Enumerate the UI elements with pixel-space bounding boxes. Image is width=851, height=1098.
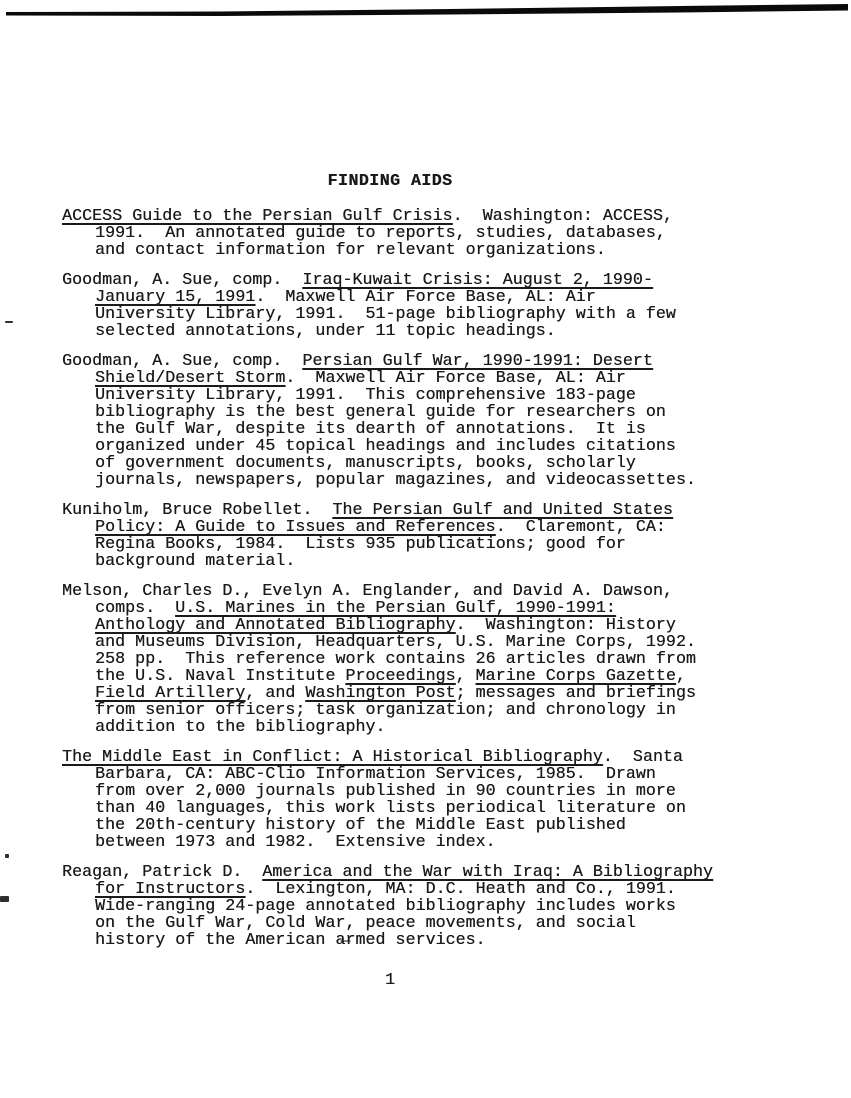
entry-text: from senior officers; task organization; and chronology in (95, 701, 676, 720)
entry-text: selected annotations, under 11 topic headings. (95, 322, 556, 341)
entry-text: background material. (95, 552, 296, 571)
bibliography-entry (62, 502, 718, 570)
underlined-work-title: Proceedings (345, 667, 456, 686)
underlined-work-title: Washington Post (305, 684, 456, 703)
entry-text: than 40 languages, this work lists periodical literature on (95, 799, 686, 818)
entry-text: Goodman, A. Sue, comp. (62, 352, 303, 371)
entry-text: history of the American a̶rmed services. (95, 931, 486, 950)
entry-text: . Maxwell Air Force Base, AL: Air (255, 288, 596, 307)
entry-line (95, 719, 718, 736)
entry-line (95, 387, 718, 404)
entry-text: 258 pp. This reference work contains 26 articles drawn from (95, 650, 696, 669)
bibliography-entry (62, 353, 718, 489)
entry-text: 1991. An annotated guide to reports, studies, databases, (95, 224, 666, 243)
entry-line (95, 817, 718, 834)
page-number: 1 (384, 971, 395, 990)
entry-text: , (675, 667, 686, 686)
entry-text: . Claremont, CA: (495, 518, 666, 537)
underlined-work-title: Iraq-Kuwait Crisis: August 2, 1990- (302, 271, 653, 290)
entry-text: Barbara, CA: ABC-Clio Information Services, 1985. Drawn (95, 765, 656, 784)
entry-line (95, 536, 718, 553)
entry-line (95, 600, 718, 617)
entry-line (62, 583, 718, 600)
underlined-work-title: ACCESS Guide to the Persian Gulf Crisis (62, 207, 453, 226)
entry-text: Reagan, Patrick D. (62, 863, 263, 882)
entry-text: the 20th-century history of the Middle East published (95, 816, 626, 835)
entry-line (95, 289, 718, 306)
entry-text: and contact information for relevant organizations. (95, 241, 606, 260)
entry-text: . Lexington, MA: D.C. Heath and Co., 1991. (245, 880, 676, 899)
entry-text: bibliography is the best general guide for researchers on (95, 403, 666, 422)
entry-line (95, 800, 718, 817)
document-body (62, 0, 718, 989)
entry-line (95, 323, 718, 340)
scan-speck (0, 896, 9, 902)
entry-line (62, 502, 718, 519)
entry-line (95, 404, 718, 421)
underlined-work-title: Persian Gulf War, 1990-1991: Desert (302, 352, 653, 371)
underlined-work-title: for Instructors (95, 880, 246, 899)
entry-line (95, 370, 718, 387)
bibliography-entry (62, 272, 718, 340)
entry-text: Melson, Charles D., Evelyn A. Englander, and David A. Dawson, (62, 582, 673, 601)
entry-line (95, 834, 718, 851)
entry-line (95, 783, 718, 800)
entry-text: . Santa (602, 748, 683, 767)
underlined-work-title: U.S. Marines in the Persian Gulf, 1990-1991: (175, 599, 616, 618)
entry-text: . Washington: ACCESS, (452, 207, 673, 226)
underlined-work-title: The Middle East in Conflict: A Historical Bibliography (62, 748, 603, 767)
entry-text: ; messages and briefings (455, 684, 696, 703)
underlined-work-title: America and the War with Iraq: A Bibliography (262, 863, 713, 882)
entry-text: journals, newspapers, popular magazines, and videocassettes. (95, 471, 696, 490)
underlined-work-title: Field Artillery (95, 684, 246, 703)
underlined-work-title: The Persian Gulf and United States (332, 501, 673, 520)
entry-text: , (455, 667, 476, 686)
entry-text: the Gulf War, despite its dearth of annotations. It is (95, 420, 646, 439)
entry-text: , and (245, 684, 306, 703)
entry-line (95, 651, 718, 668)
entry-text: University Library, 1991. 51-page bibliography with a few (95, 305, 676, 324)
entry-line (95, 421, 718, 438)
entry-line (95, 306, 718, 323)
entry-text: University Library, 1991. This comprehensive 183-page (95, 386, 636, 405)
entry-text: and Museums Division, Headquarters, U.S. Marine Corps, 1992. (95, 633, 696, 652)
entry-line (95, 915, 718, 932)
entry-text: addition to the bibliography. (95, 718, 386, 737)
entry-text: on the Gulf War, Cold War, peace movements, and social (95, 914, 636, 933)
entry-line (95, 668, 718, 685)
entry-line (95, 617, 718, 634)
entry-text: organized under 45 topical headings and includes citations (95, 437, 676, 456)
entry-text: comps. (95, 599, 176, 618)
entry-text: Regina Books, 1984. Lists 935 publications; good for (95, 535, 626, 554)
entry-line (62, 749, 718, 766)
entry-line (95, 553, 718, 570)
entry-line (95, 932, 718, 949)
entry-text: of government documents, manuscripts, books, scholarly (95, 454, 636, 473)
entry-line (95, 898, 718, 915)
entry-line (95, 438, 718, 455)
underlined-work-title: Marine Corps Gazette (475, 667, 676, 686)
entry-line (95, 242, 718, 259)
underlined-work-title: Shield/Desert Storm (95, 369, 286, 388)
entry-line (62, 272, 718, 289)
entry-text: Goodman, A. Sue, comp. (62, 271, 303, 290)
entry-line (95, 685, 718, 702)
entry-line (95, 455, 718, 472)
entry-line (95, 225, 718, 242)
underlined-work-title: Anthology and Annotated Bibliography (95, 616, 456, 635)
bibliography-entry (62, 208, 718, 259)
scan-speck (5, 854, 9, 858)
entry-text: from over 2,000 journals published in 90 countries in more (95, 782, 676, 801)
entry-text: between 1973 and 1982. Extensive index. (95, 833, 496, 852)
entry-line (62, 208, 718, 225)
entry-line (95, 766, 718, 783)
entry-line (62, 353, 718, 370)
underlined-work-title: January 15, 1991 (95, 288, 256, 307)
entry-line (95, 472, 718, 489)
entry-line (95, 519, 718, 536)
bibliography-entries (62, 208, 718, 949)
page-title: FINDING AIDS (327, 172, 453, 191)
entry-line (62, 864, 718, 881)
bibliography-entry (62, 583, 718, 736)
entry-line (95, 634, 718, 651)
entry-text: the U.S. Naval Institute (95, 667, 346, 686)
underlined-work-title: Policy: A Guide to Issues and References (95, 518, 496, 537)
entry-line (95, 881, 718, 898)
entry-text: . Washington: History (455, 616, 676, 635)
scan-speck (5, 321, 13, 323)
entry-text: . Maxwell Air Force Base, AL: Air (285, 369, 626, 388)
entry-text: Wide-ranging 24-page annotated bibliography includes works (95, 897, 676, 916)
entry-text: Kuniholm, Bruce Robellet. (62, 501, 333, 520)
bibliography-entry (62, 864, 718, 949)
entry-line (95, 702, 718, 719)
bibliography-entry (62, 749, 718, 851)
